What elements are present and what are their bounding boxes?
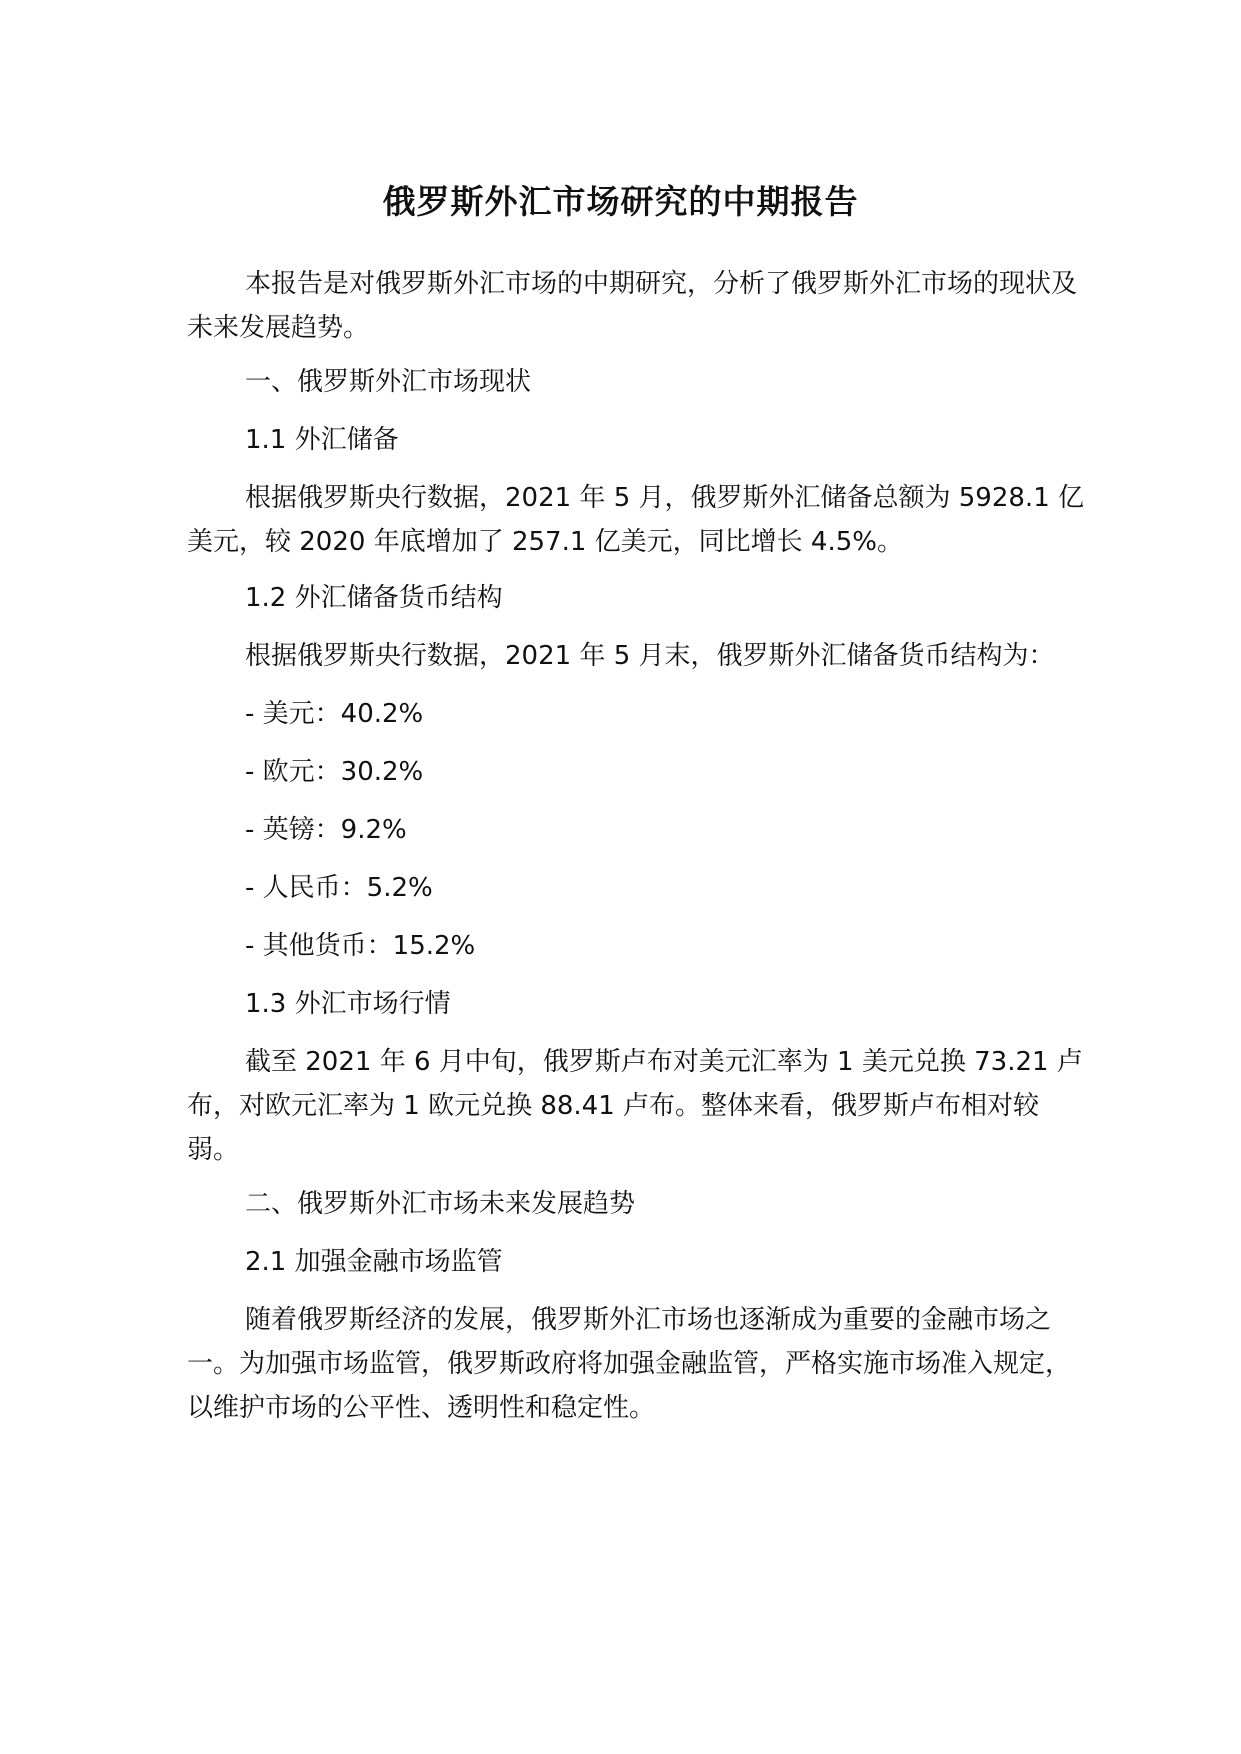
document-title: 俄罗斯外汇市场研究的中期报告 — [382, 182, 859, 221]
reserves-paragraph: 根据俄罗斯央行数据，2021 年 5 月，俄罗斯外汇储备总额为 5928.1 亿美元，较 2020 年底增加了 257.1 亿美元，同比增长 4.5%。 — [187, 483, 1085, 557]
list-item-eur: - 欧元：30.2% — [245, 757, 424, 787]
section-2-heading: 二、俄罗斯外汇市场未来发展趋势 — [245, 1189, 636, 1219]
subsection-1-1-heading: 1.1 外汇储备 — [245, 425, 399, 455]
subsection-1-2-heading: 1.2 外汇储备货币结构 — [245, 583, 503, 613]
market-paragraph: 截至 2021 年 6 月中旬，俄罗斯卢布对美元汇率为 1 美元兑换 73.21 卢布，对欧元汇率为 1 欧元兑换 88.41 卢布。整体来看，俄罗斯卢布相对较弱。 — [187, 1047, 1083, 1165]
section-1-heading: 一、俄罗斯外汇市场现状 — [245, 367, 532, 397]
subsection-2-1-heading: 2.1 加强金融市场监管 — [245, 1247, 503, 1277]
currency-structure-paragraph: 根据俄罗斯央行数据，2021 年 5 月末，俄罗斯外汇储备货币结构为： — [245, 641, 1055, 671]
list-item-other: - 其他货币：15.2% — [245, 931, 476, 961]
regulation-paragraph: 随着俄罗斯经济的发展，俄罗斯外汇市场也逐渐成为重要的金融市场之一。为加强市场监管，俄罗斯政府将加强金融监管，严格实施市场准入规定，以维护市场的公平性、透明性和稳定性。 — [187, 1305, 1072, 1423]
list-item-usd: - 美元：40.2% — [245, 699, 424, 729]
list-item-cny: - 人民币：5.2% — [245, 873, 433, 903]
subsection-1-3-heading: 1.3 外汇市场行情 — [245, 989, 451, 1019]
list-item-gbp: - 英镑：9.2% — [245, 815, 407, 845]
intro-paragraph: 本报告是对俄罗斯外汇市场的中期研究，分析了俄罗斯外汇市场的现状及未来发展趋势。 — [187, 269, 1078, 343]
